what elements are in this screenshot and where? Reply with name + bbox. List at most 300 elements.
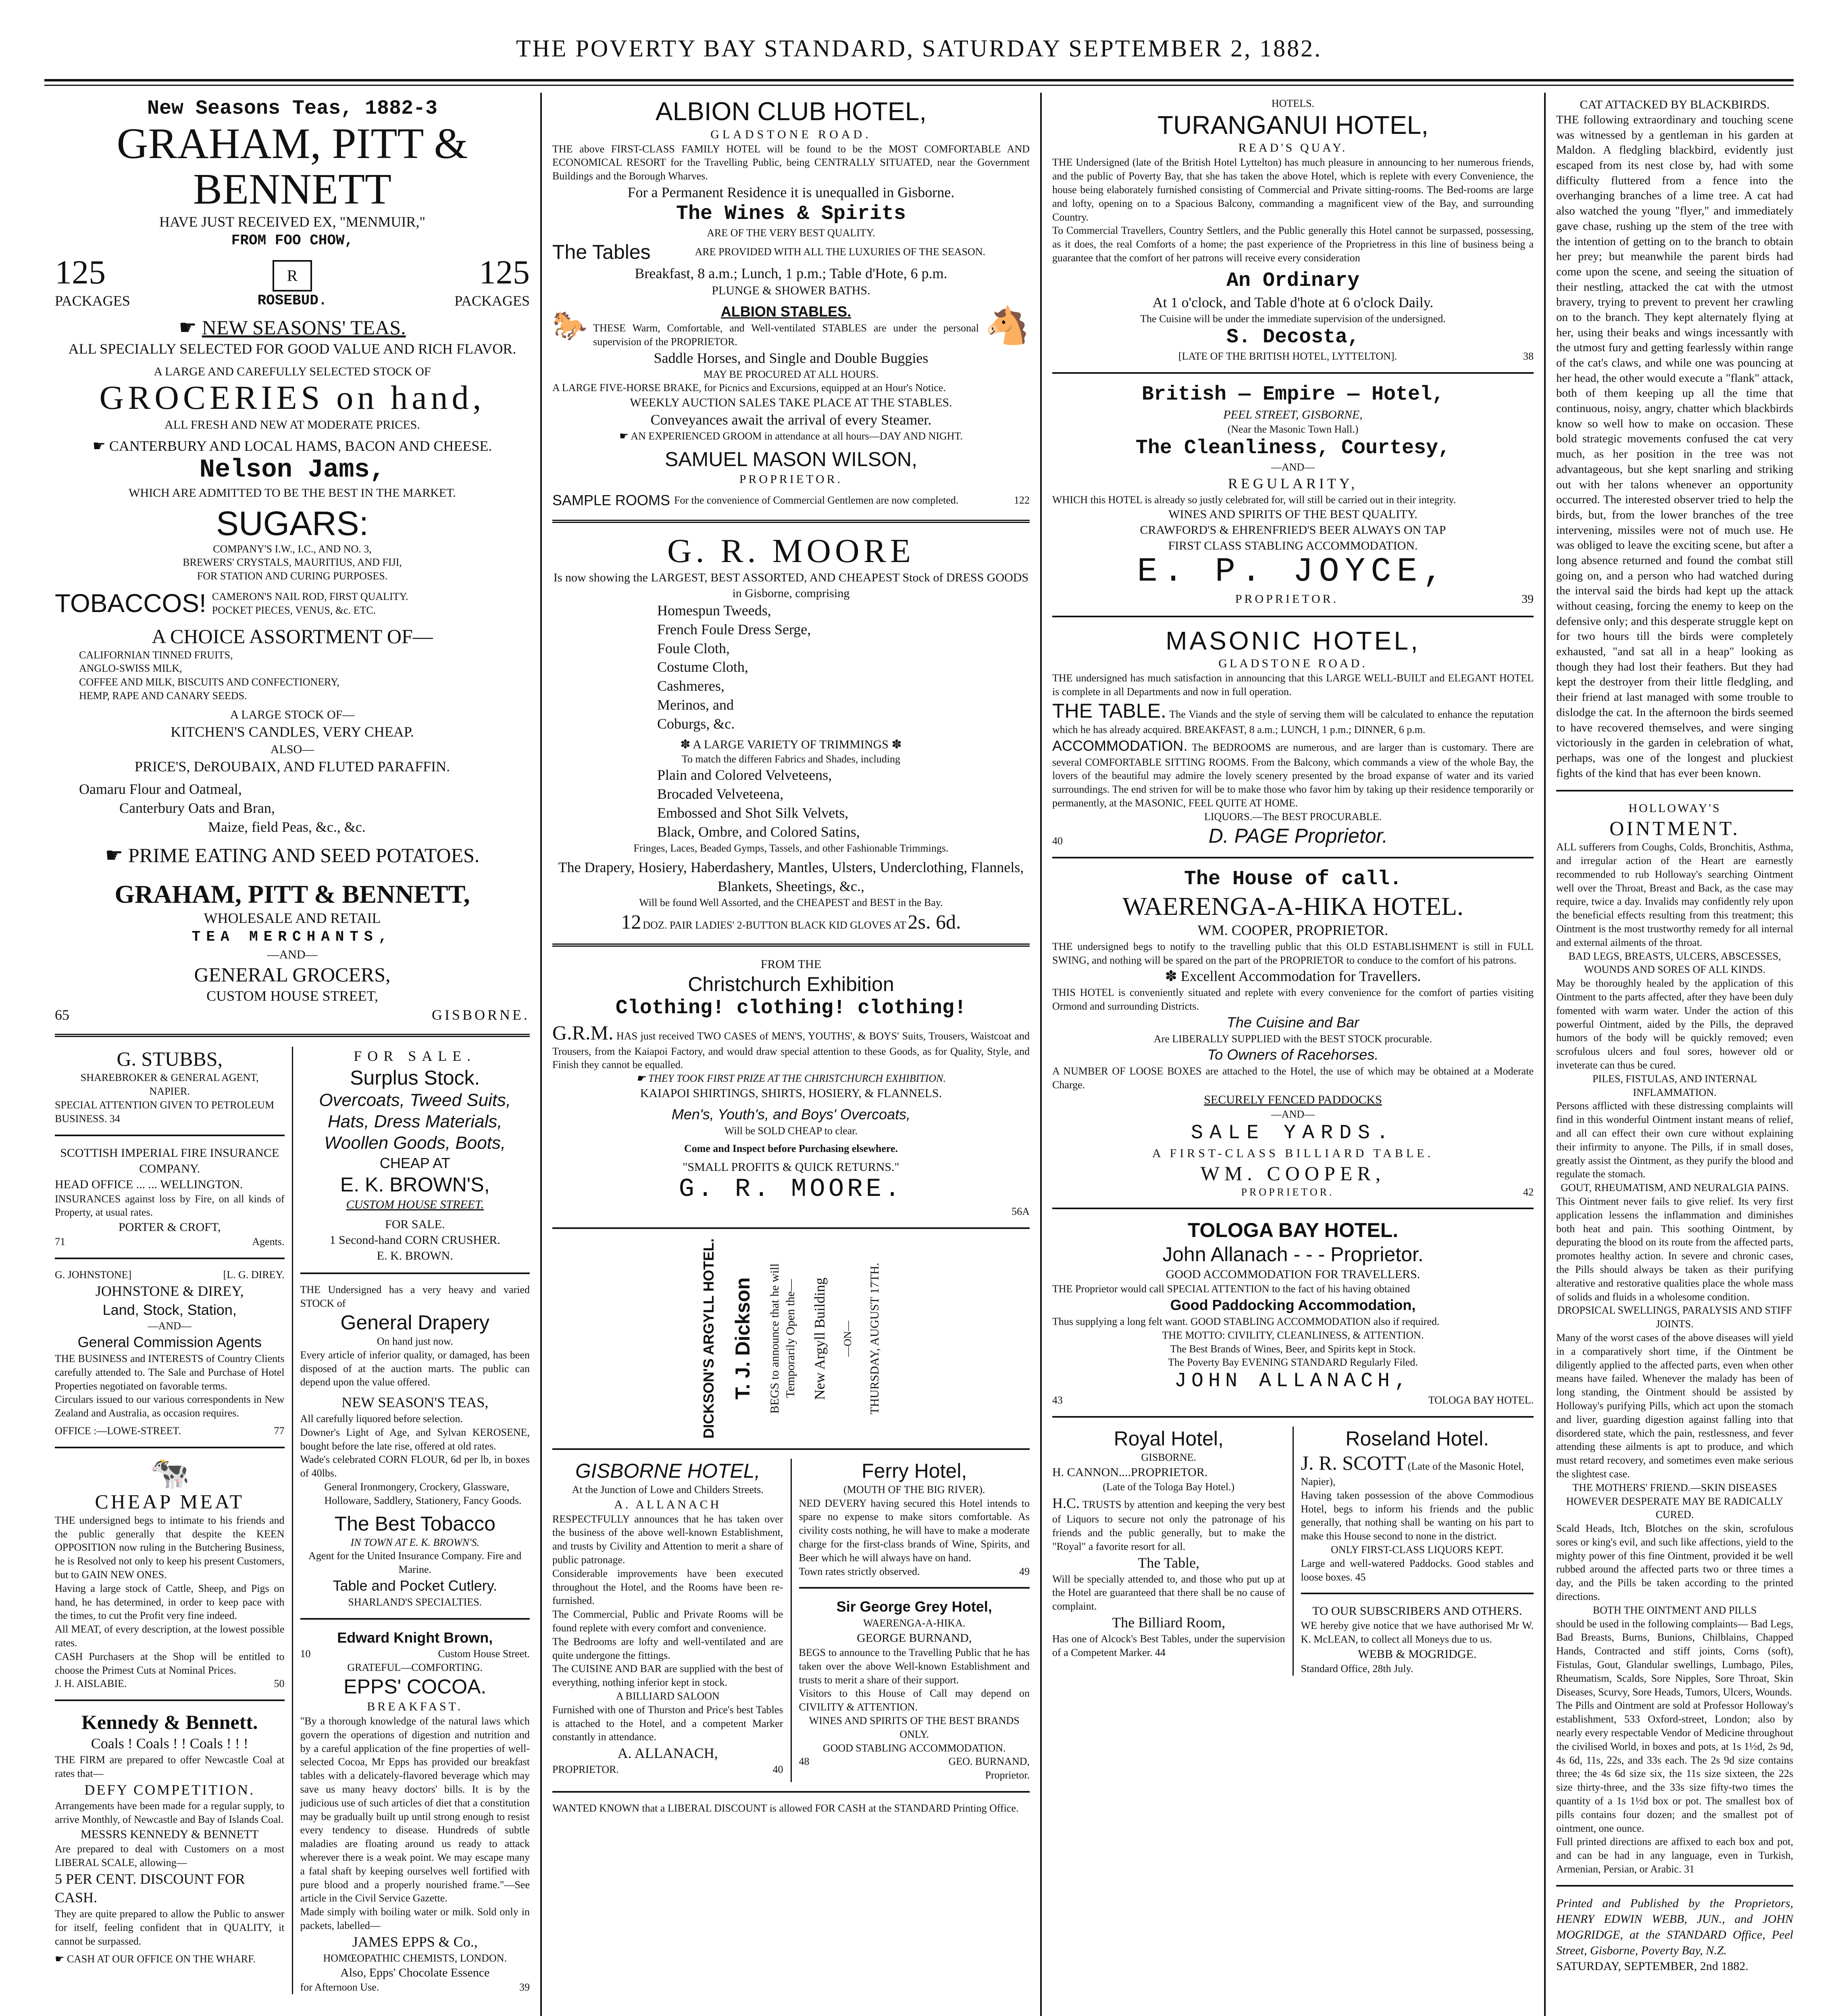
- british-sub: PEEL STREET, GISBORNE,: [1223, 408, 1363, 422]
- sugars-heading: SUGARS:: [216, 504, 369, 543]
- ointment-title: OINTMENT.: [1609, 817, 1740, 840]
- situated: THIS HOTEL is conveniently situated and replete with every convenience for the comfort of parties visiting Ormond and surrounding Districts.: [1052, 987, 1534, 1012]
- sugars-1: COMPANY'S I.W., I.C., AND NO. 3,: [213, 543, 372, 555]
- packages-right-label: PACKAGES: [454, 292, 530, 309]
- land-stock: Land, Stock, Station,: [102, 1301, 237, 1318]
- firm-name-2: GRAHAM, PITT & BENNETT,: [114, 879, 470, 908]
- grey-text: BEGS to announce to the Travelling Public that he has taken over the above Well-known Establishment and trusts to merit a share of their support.: [799, 1647, 1030, 1686]
- general-drapery: General Drapery: [340, 1311, 490, 1334]
- stubbs-2: NAPIER.: [149, 1085, 190, 1098]
- ferry-text: NED DEVERY having secured this Hotel intends to spare no expense to make sitors comfortable. As civility costs nothing, he will have to make a moderate charge for the first-class brands of Wine, Spirits, and Beer which he will always have on hand.: [799, 1497, 1030, 1564]
- potatoes-line: ☛ PRIME EATING AND SEED POTATOES.: [105, 843, 480, 866]
- from-line: FROM FOO CHOW,: [231, 232, 354, 249]
- grateful: GRATEFUL—COMFORTING.: [347, 1662, 483, 1674]
- best-tobacco: The Best Tobacco: [334, 1512, 495, 1535]
- column-1: [44, 93, 540, 2016]
- head-office: HEAD OFFICE ... ... WELLINGTON.: [55, 1177, 243, 1191]
- drapery: The Drapery, Hosiery, Haberdashery, Mantles, Ulsters, Underclothing, Flannels, Blankets, Sheetings, &c.,: [558, 859, 1024, 895]
- sugars-3: FOR STATION AND CURING PURPOSES.: [197, 570, 388, 582]
- choice-1: CALIFORNIAN TINNED FRUITS,: [79, 649, 233, 661]
- roseland-title: Roseland Hotel.: [1345, 1427, 1489, 1450]
- masthead-rule-thin: [44, 85, 1794, 86]
- scottish: SCOTTISH IMPERIAL FIRE INSURANCE COMPANY.: [60, 1146, 279, 1175]
- grey-row: 48 GEO. BURNAND,: [799, 1756, 1030, 1768]
- received-line: HAVE JUST RECEIVED EX, "MENMUIR,": [159, 213, 426, 230]
- cuisine-bar: The Cuisine and Bar: [1226, 1014, 1359, 1031]
- kaiapoi: KAIAPOI SHIRTINGS, SHIRTS, HOSIERY, & FLANNELS.: [640, 1087, 942, 1100]
- section-rule: [55, 1034, 530, 1037]
- motto: THE MOTTO: CIVILITY, CLEANLINESS, & ATTENTION.: [1162, 1329, 1424, 1341]
- new-teas: NEW SEASON'S TEAS,: [341, 1394, 489, 1411]
- british-title: British — Empire — Hotel,: [1141, 383, 1445, 406]
- horse-buggy-icon: 🐎: [552, 310, 588, 342]
- goods-list: Homespun Tweeds, French Foule Dress Serge, Foule Cloth, Costume Cloth, Cashmeres, Merinos, and Coburgs, &c.: [657, 602, 811, 732]
- pointing-hand-icon: ☛: [636, 1073, 648, 1085]
- drapery-2: Will be found Well Assorted, and the CHEAPEST and BEST in the Bay.: [639, 896, 943, 908]
- racehorses: To Owners of Racehorses.: [1207, 1046, 1379, 1063]
- teas-3: Wade's celebrated CORN FLOUR, 6d per lb, in boxes of 40lbs.: [300, 1454, 530, 1479]
- british-and: —AND—: [1271, 461, 1315, 473]
- piles-text: Persons afflicted with these distressing complaints will find in this wonderful Ointment instant means of relief, and all can effect their own cure without explaining their infirmity to anyone. The Pills, if in small doses, greatly assist the Ointment, as they purify the blood and regulate the stomach.: [1556, 1100, 1793, 1180]
- turanganui-title: TURANGANUI HOTEL,: [1157, 110, 1429, 140]
- cleanliness: The Cleanliness, Courtesy,: [1135, 436, 1451, 460]
- teas-2: Downer's Light of Age, and Sylvan KEROSENE, bought before the late rise, offered at old rates.: [300, 1426, 530, 1452]
- argyll-3: BEGS to announce that he will Temporarily Open the—: [768, 1263, 797, 1414]
- col1-lower: [55, 1047, 530, 1994]
- rosebud-mark-icon: R: [273, 260, 312, 292]
- rule: [552, 1448, 1030, 1450]
- royal-title: Royal Hotel,: [1114, 1427, 1224, 1450]
- filed: The Poverty Bay EVENING STANDARD Regularly Filed.: [1168, 1356, 1418, 1368]
- wanted: WANTED KNOWN that a LIBERAL DISCOUNT is allowed FOR CASH at the STANDARD Printing Office.: [552, 1802, 1019, 1814]
- choice-4: HEMP, RAPE AND CANARY SEEDS.: [79, 689, 247, 702]
- rule: [799, 1587, 1030, 1589]
- packages-labels: [55, 292, 530, 310]
- wholesale-line: WHOLESALE AND RETAIL: [204, 910, 381, 927]
- stables-text: THESE Warm, Comfortable, and Well-ventilated STABLES are under the personal supervision of the PROPRIETOR.: [593, 322, 979, 348]
- albion-sub: GLADSTONE ROAD.: [710, 127, 872, 141]
- excellent: ✽ Excellent Accommodation for Travellers.: [1165, 968, 1421, 985]
- for-sale-2: FOR SALE.: [385, 1218, 445, 1231]
- come: Come and Inspect before Purchasing elsewhere.: [684, 1142, 898, 1154]
- coals-text: THE FIRM are prepared to offer Newcastle Coal at rates that—: [55, 1754, 285, 1779]
- both-text: should be used in the following complaints— Bad Legs, Bad Breasts, Burns, Bunions, Chilblains, Chapped Hands, Contracted and stiff joints, Corns (soft), Fistulas, Gout, Glandular swellings, Lumbago, Piles, Rheumatism, Scalds, Sore Nipples, Sore Throat, Skin Diseases, Scurvy, Sore Heads, Tumors, Ulcers, Wounds.: [1556, 1618, 1793, 1698]
- circulars: Circulars issued to our various correspondents in New Zealand and Australia, as occasion requires.: [55, 1393, 285, 1419]
- rule: [552, 1791, 1030, 1793]
- mens-sub: Will be SOLD CHEAP to clear.: [724, 1125, 858, 1137]
- turanganui-sub: READ'S QUAY.: [1238, 141, 1348, 155]
- rule: [552, 1227, 1030, 1229]
- also-chocolate: Also, Epps' Chocolate Essence: [340, 1966, 490, 1980]
- masonic-sub: GLADSTONE ROAD.: [1218, 657, 1368, 671]
- joyce-row: PROPRIETOR. 39: [1235, 592, 1534, 606]
- burnand: GEORGE BURNAND,: [857, 1631, 972, 1645]
- general-grocers: GENERAL GROCERS,: [194, 963, 391, 986]
- prize: ☛ THEY TOOK FIRST PRIZE AT THE CHRISTCHURCH EXHIBITION.: [636, 1073, 946, 1085]
- albion-advert: [552, 97, 1030, 510]
- clothing: Clothing! clothing! clothing!: [615, 996, 967, 1020]
- ordinary-sub: At 1 o'clock, and Table d'hote at 6 o'clock Daily.: [1152, 294, 1434, 310]
- rule: [1556, 1885, 1793, 1887]
- rule: [55, 1447, 285, 1448]
- graham-pitt-advert: [55, 97, 530, 1024]
- and-line: —AND—: [267, 948, 318, 961]
- drapery-intro: THE Undersigned has a very heavy and varied STOCK of: [300, 1284, 530, 1310]
- billiard-room-text: Has one of Alcock's Best Tables, under the supervision of a Competent Marker. 44: [1052, 1633, 1285, 1658]
- rule: [1052, 1208, 1534, 1209]
- match: To match the differen Fabrics and Shades, including: [681, 753, 901, 765]
- teas-header: New Seasons Teas, 1882-3: [147, 97, 438, 120]
- rule: [55, 1135, 285, 1136]
- sugars-2: BREWERS' CRYSTALS, MAURITIUS, AND FIJI,: [183, 556, 402, 569]
- rule: [1052, 616, 1534, 617]
- choice-2: ANGLO-SWISS MILK,: [79, 662, 182, 675]
- bad-legs-text: May be thoroughly healed by the application of this Ointment to the parts affected, after they have been duly fomented with warm water. Under the action of this powerful Ointment, aided by the Pills, the depraved humors of the body will be quickly removed; even scrofulous ulcers and foul sores, however old or inveterate can thus be cured.: [1556, 977, 1793, 1071]
- rule: [1052, 1416, 1534, 1418]
- pointing-hand-icon: ☛: [55, 1953, 67, 1965]
- epps-co: JAMES EPPS & Co.,: [352, 1933, 478, 1950]
- argyll-1: DICKSON'S ARGYLL HOTEL.: [700, 1238, 717, 1439]
- mothers-text: Scald Heads, Itch, Blotches on the skin, scrofulous sores or king's evil, and such like affections, yield to the mighty power of this fine Ointment, provided it be well rubbed around the affected parts two or three times a day, and the Pills be taken according to the printed directions.: [1556, 1522, 1793, 1603]
- royal-sub: GISBORNE.: [1141, 1452, 1196, 1464]
- coals: Coals ! Coals ! ! Coals ! ! !: [91, 1735, 248, 1752]
- col2-lower: [552, 1459, 1030, 1782]
- billiard-room: The Billiard Room,: [1112, 1614, 1226, 1631]
- tables-sub: ARE PROVIDED WITH ALL THE LUXURIES OF THE SEASON.: [695, 246, 986, 258]
- argyll-6: THURSDAY, AUGUST 17TH.: [868, 1262, 882, 1414]
- col3-lower: [1052, 1427, 1534, 1676]
- argyll-5: —ON—: [842, 1320, 854, 1357]
- jd-firm: JOHNSTONE & DIREY,: [95, 1283, 244, 1299]
- paddocking: Good Paddocking Accommodation,: [1170, 1297, 1416, 1314]
- trimmings: ✽ A LARGE VARIETY OF TRIMMINGS ✽: [680, 737, 902, 751]
- grey-wines: WINES AND SPIRITS OF THE BEST BRANDS ONLY.: [809, 1715, 1020, 1740]
- saleyards: SALE YARDS.: [1191, 1121, 1395, 1145]
- cat-text: THE following extraordinary and touching scene was witnessed by a gentleman in his garden at Maldon. A fledgling blackbird, evidently just escaped from its nest close by, had with some difficulty fluttered from a fence into the overhanging branches of a lime tree. A cat had also watched the young "flyer," and immediately gave chase, rushing up the stem of the tree with the intention of getting on to the branch to obtain her prey; but meanwhile the parent birds had come upon the scene, and seeing the situation of their nestling, attacked the cat with the utmost bravery, trying to prevent to prevent her crawling on to the branch. They kept alternately flying at her, using their beaks and wings incessantly with the utmost fury and getting fearlessly within range of the cat's claws, and while one was pouncing at her head, the other would execute a "flank" attack, both of them keeping up all the time that continuous, noisy, angry, chatter which blackbirds know so well how to make on occasion. These bold strategic movements confused the cat very much, as her position in the tree was not advantageous, but she kept snarling and striking out with her talons whenever an opportunity occurred. The interested observer tried to help the birds, but, from the lower branches of the tree intervening, missiles were not of much use. He was obliged to leave the exciting scene, but after a long absence returned and found the combat still going on, and a person who had watched during the interval said the birds had kept up the attack without ceasing, forcing the enemy to keep on the defensive only; and this desperate struggle kept on for two hours till the birds were completely exhausted, "and sat all in a heap" looking as though they had lost their feathers. But they had kept the destroyer from their little fledgling, and their friend at last managed with some trouble to dislodge the cat. In the afternoon the birds seemed to have recovered themselves, and were singing victoriously in the garden in celebration of what, perhaps, was one of the longest and pluckiest fights of the kind that has ever been known.: [1556, 113, 1793, 780]
- cuisine: The CUISINE AND BAR are supplied with the best of everything, nothing inferior kept in stock.: [552, 1663, 783, 1689]
- holloway: HOLLOWAY'S: [1628, 802, 1721, 815]
- liquors: LIQUORS.—The BEST PROCURABLE.: [1204, 810, 1382, 823]
- packages-row: [55, 254, 530, 291]
- gloves-row: 12 DOZ. PAIR LADIES' 2-BUTTON BLACK KID GLOVES AT 2s. 6d.: [621, 910, 961, 933]
- the-table: The Table,: [1138, 1554, 1200, 1571]
- british-stabling: FIRST CLASS STABLING ACCOMMODATION.: [1168, 539, 1418, 553]
- hc-para: H.C. TRUSTS by attention and keeping the very best of Liquors to secure not only the patronage of his friends and the public generally, but to make the "Royal" a favorite resort for all.: [1052, 1495, 1285, 1553]
- moore-text: Is now showing the LARGEST, BEST ASSORTED, AND CHEAPEST Stock of DRESS GOODS in Gisborne, comprising: [553, 571, 1029, 600]
- masonic-text: THE undersigned has much satisfaction in announcing that this LARGE WELL-BUILT and ELEGANT HOTEL is complete in all Departments and now in full operation.: [1052, 672, 1534, 698]
- jr-text: Having taken possession of the above Commodious Hotel, begs to inform his friends and the public generally, that nothing shall be wanting on his part to make this House second to none in the district.: [1301, 1489, 1534, 1542]
- gisborne-text-3: The Commercial, Public and Private Rooms will be found replete with every comfort and convenience.: [552, 1608, 783, 1634]
- piles: PILES, FISTULAS, AND INTERNAL INFLAMMATION.: [1592, 1073, 1757, 1098]
- meat-text-3: All MEAT, of every description, at the lowest possible rates.: [55, 1623, 285, 1649]
- cooper-2: WM. COOPER,: [1200, 1162, 1386, 1185]
- new-teas-line: ☛ NEW SEASONS' TEAS.: [179, 316, 406, 339]
- joyce: E. P. JOYCE,: [1137, 553, 1449, 591]
- gisborne-text-2: Considerable improvements have been executed throughout the Hotel, and the Rooms have been re-furnished.: [552, 1567, 783, 1607]
- grey-text-2: Visitors to this House of Call may depend on CIVILITY & ATTENTION.: [799, 1687, 1030, 1713]
- tobaccos-row: [55, 589, 530, 619]
- col1-lower-left: [55, 1047, 285, 1994]
- ferry-sub: (MOUTH OF THE BIG RIVER).: [843, 1483, 985, 1495]
- aislabie-row: J. H. AISLABIE. 50: [55, 1678, 285, 1690]
- tur-text: THE Undersigned (late of the British Hotel Lyttelton) has much pleasure in announcing to her numerous friends, and the public of Poverty Bay, that she has taken the above Hotel, which is replete with every Convenience, the house being elaborately furnished consisting of Commercial and Private sitting-rooms. The Bed-rooms are large and lofty, opening on to a Spacious Balcony, commanding a magnificent view of the Bay, and surrounding Country.: [1052, 156, 1534, 223]
- regularity: REGULARITY,: [1228, 475, 1358, 492]
- argyll-advert: [552, 1238, 1030, 1439]
- grey-stabling: GOOD STABLING ACCOMMODATION.: [822, 1742, 1006, 1754]
- grm-text: G.R.M. HAS just received TWO CASES of MEN'S, YOUTHS', & BOYS' Suits, Trousers, Waistcoat and Trousers, from the Kaiapoi Factory, and would draw special attention to these Goods, as for Quality, Style, and Finish they cannot be equalled.: [552, 1021, 1030, 1071]
- fringes: Fringes, Laces, Beaded Gymps, Tassels, and other Fashionable Trimmings.: [633, 842, 949, 854]
- quality: They are quite prepared to allow the Public to answer for itself, feeling confident that in QUALITY, it cannot be surpassed.: [55, 1908, 285, 1947]
- meat-text-2: Having a large stock of Cattle, Sheep, and Pigs on hand, he has determined, in order to keep pace with the times, to cut the Profit very fine indeed.: [55, 1582, 285, 1622]
- grey-sub: WAERENGA-A-HIKA.: [863, 1617, 966, 1629]
- mothers: THE MOTHERS' FRIEND.—SKIN DISEASES HOWEVER DESPERATE MAY BE RADICALLY CURED.: [1566, 1481, 1784, 1521]
- crawford: CRAWFORD'S & EHRENFRIED'S BEER ALWAYS ON TAP: [1140, 523, 1446, 537]
- cooper-2-row: PROPRIETOR. 42: [1241, 1186, 1534, 1198]
- argyll-2: T. J. Dickson: [731, 1277, 754, 1400]
- john-2-row: 43 TOLOGA BAY HOTEL.: [1052, 1394, 1534, 1406]
- house-call: The House of call.: [1184, 867, 1402, 891]
- pointing-hand-icon: ☛: [92, 437, 109, 454]
- directions: Full printed directions are affixed to each box and pot, and can be had in any language, even in Turkish, Armenian, Persian, or Arabic. 31: [1556, 1836, 1793, 1875]
- nelson-jams: Nelson Jams,: [199, 455, 385, 485]
- allanach: A. ALLANACH: [614, 1497, 722, 1511]
- liquors-2: ONLY FIRST-CLASS LIQUORS KEPT.: [1331, 1544, 1504, 1556]
- groceries-heading: GROCERIES on hand,: [99, 379, 485, 417]
- moore-advert: [552, 533, 1030, 934]
- rule: [300, 1272, 530, 1274]
- and-2: —AND—: [1271, 1108, 1315, 1120]
- sold-text: The Pills and Ointment are sold at Professor Holloway's establishment, 533 Oxford-street, London; also by nearly every respectable Vendor of Medicine throughout the civilised World, in boxes and pots, at 1s 1½d, 2s 9d, 4s 6d, 11s, 22s, and 33s each. The 2s 9d size contains three; the 4s 6d size six, the 11s size sixteen, the 22s size thirty-three, and the 33s size fifty-two times the quantity of a 1s 1½d box or pot. The smallest box of pills contains four dozen; and the smallest pot of ointment, one ounce.: [1556, 1699, 1793, 1834]
- rule: [1052, 857, 1534, 858]
- cooper: WM. COOPER, PROPRIETOR.: [1197, 922, 1388, 939]
- billiard-table: A FIRST-CLASS BILLIARD TABLE.: [1152, 1146, 1434, 1160]
- business: THE BUSINESS and INTERESTS of Country Clients carefully attended to. The Sale and Purchase of Hotel Properties negotiated on favorable terms.: [55, 1353, 285, 1392]
- john-proprietor: John Allanach - - - Proprietor.: [1162, 1243, 1424, 1266]
- paddocks: SECURELY FENCED PADDOCKS: [1204, 1093, 1382, 1106]
- good-acc: GOOD ACCOMMODATION FOR TRAVELLERS.: [1166, 1268, 1420, 1281]
- albion-text: THE above FIRST-CLASS FAMILY HOTEL will be found to be the MOST COMFORTABLE AND ECONOMICAL RESORT for the Travelling Public, being CENTRALLY SITUATED, near the Government Buildings and the Borough Wharves.: [552, 143, 1030, 182]
- dropsical-text: Many of the worst cases of the above diseases will yield in a comparatively short time, if the Ointment be diligently applied to the affected parts, even when other means have failed. Whenever the malady has been of long standing, the Ointment should be assisted by Holloway's purifying Pills, which act upon the stomach and liver, guarding digestion against falling into that disordered state, which the pain, restlessness, and fever attending these ailments is apt to produce, and which must retard recovery, and sometimes even make serious the slightest case.: [1556, 1331, 1793, 1480]
- rule: [55, 1699, 285, 1701]
- cash: ☛ CASH AT OUR OFFICE ON THE WHARF.: [55, 1953, 256, 1965]
- imprint-date: SATURDAY, SEPTEMBER, 2nd 1882.: [1556, 1959, 1748, 1973]
- dropsical: DROPSICAL SWELLINGS, PARALYSIS AND STIFF JOINTS.: [1557, 1304, 1792, 1330]
- ek-brown: E. K. BROWN'S,: [340, 1173, 490, 1196]
- defy: DEFY COMPETITION.: [84, 1781, 255, 1798]
- from-the: FROM THE: [760, 957, 822, 971]
- pointing-hand-icon: ☛: [105, 843, 128, 866]
- brands: The Best Brands of Wines, Beer, and Spirits kept in Stock.: [1170, 1343, 1416, 1355]
- goods-list-2: Plain and Colored Velveteens, Brocaded Velveteena, Embossed and Shot Silk Velvets, Black, Ombre, and Colored Satins,: [657, 767, 860, 840]
- porter-row: 71 Agents.: [55, 1236, 285, 1248]
- table2-text: Will be specially attended to, and those who put up at the Hotel are guaranteed that there shall be no cause of complaint.: [1052, 1573, 1285, 1612]
- ferry-row: Town rates strictly observed. 49: [799, 1565, 1030, 1577]
- british-sub-2: (Near the Masonic Town Hall.): [1227, 423, 1359, 435]
- hams-line: ☛ CANTERBURY AND LOCAL HAMS, BACON AND CHEESE.: [92, 437, 492, 454]
- page-row: 40 D. PAGE Proprietor.: [1052, 824, 1388, 847]
- column-2: [542, 93, 1040, 2016]
- stables-title: ALBION STABLES.: [720, 303, 851, 320]
- pointing-hand-icon: ☛: [619, 430, 631, 442]
- special: THE Proprietor would call SPECIAL ATTENTION to the fact of his having obtained: [1052, 1283, 1410, 1295]
- epps-cocoa: EPPS' COCOA.: [343, 1675, 487, 1698]
- gout: GOUT, RHEUMATISM, AND NEURALGIA PAINS.: [1561, 1182, 1789, 1194]
- cannon: H. CANNON....PROPRIETOR.: [1052, 1465, 1208, 1479]
- teas-1: All carefully liquored before selection.: [300, 1413, 463, 1425]
- messrs: MESSRS KENNEDY & BENNETT: [81, 1827, 259, 1841]
- saddle-sub: MAY BE PROCURED AT ALL HOURS.: [703, 368, 879, 380]
- rule: [55, 1258, 285, 1259]
- cuisine-note: The Cuisine will be under the immediate supervision of the undersigned.: [1140, 312, 1446, 325]
- meal-times: Breakfast, 8 a.m.; Lunch, 1 p.m.; Table d'Hote, 6 p.m.: [635, 265, 947, 281]
- also-row: for Afternoon Use. 39: [300, 1981, 530, 1993]
- brand-name: ROSEBUD.: [257, 292, 327, 309]
- custom-street: CUSTOM HOUSE STREET.: [346, 1198, 484, 1212]
- auction: WEEKLY AUCTION SALES TAKE PLACE AT THE STABLES.: [630, 396, 952, 410]
- drapery-2: Every article of inferior quality, or damaged, has been disposed of at the auction marts. The public can depend upon the value offered.: [300, 1349, 530, 1388]
- teas-4: General Ironmongery, Crockery, Glassware, Holloware, Saddlery, Stationery, Fancy Goods.: [324, 1481, 522, 1506]
- edward: Edward Knight Brown,: [337, 1629, 493, 1646]
- ordinary: An Ordinary: [1226, 269, 1360, 292]
- porter: PORTER & CROFT,: [118, 1220, 221, 1234]
- decosta-row: [LATE OF THE BRITISH HOTEL, LYTTELTON]. 38: [1178, 350, 1534, 362]
- coals-text-2: Arrangements have been made for a regular supply, to arrive Monthly, of Newcastle and Bay of Islands Coal.: [55, 1800, 285, 1826]
- gisborne-hotel-advert: [552, 1459, 783, 1782]
- royal-advert: [1052, 1427, 1285, 1676]
- tobacco-1: IN TOWN AT E. K. BROWN'S.: [350, 1536, 480, 1548]
- webb: WEBB & MOGRIDGE.: [1358, 1647, 1477, 1661]
- which: WHICH this HOTEL is already so justly celebrated for, will still be carried out in their integrity.: [1052, 494, 1456, 506]
- moore-title: G. R. MOORE: [667, 532, 915, 570]
- office-row: OFFICE :—LOWE-STREET. 77: [55, 1425, 285, 1437]
- oats-3: Maize, field Peas, &c., &c.: [208, 818, 366, 835]
- section-rule: [552, 520, 1030, 523]
- subscribers-text: WE hereby give notice that we have authorised Mr W. K. McLEAN, to collect all Moneys due to us.: [1301, 1620, 1534, 1645]
- waerenga-title: WAERENGA-A-HIKA HOTEL.: [1122, 891, 1464, 921]
- masthead: THE POVERTY BAY STANDARD, SATURDAY SEPTEMBER 2, 1882.: [516, 35, 1322, 62]
- billiard: A BILLIARD SALOON: [616, 1690, 720, 1702]
- ferry-grey-adverts: [791, 1459, 1030, 1782]
- rule: [300, 1618, 530, 1620]
- cannon-sub: (Late of the Tologa Bay Hotel.): [1103, 1481, 1235, 1493]
- sample-num: 122: [1014, 494, 1030, 506]
- meat-text: THE undersigned begs to intimate to his friends and the public generally that despite the KEEN OPPOSITION now ruling in the Butchering Business, he is Resolved not only to keep his present Customers, but to GAIN NEW ONES.: [55, 1514, 285, 1581]
- ek-brown-2: E. K. BROWN.: [377, 1249, 453, 1263]
- john-2: JOHN ALLANACH,: [1174, 1370, 1412, 1393]
- tobaccos-list: CAMERON'S NAIL ROD, FIRST QUALITY. POCKET PIECES, VENUS, &c. ETC.: [212, 590, 408, 616]
- stubbs-3: SPECIAL ATTENTION GIVEN TO PETROLEUM BUSINESS. 34: [55, 1099, 275, 1125]
- tables-row: [552, 240, 1030, 264]
- jd-names: G. JOHNSTONE] [L. G. DIREY.: [55, 1269, 285, 1281]
- sample-row: [552, 491, 1030, 510]
- packages-left-label: PACKAGES: [55, 292, 130, 309]
- stables-block: [552, 302, 1030, 348]
- also: ALSO—: [270, 742, 314, 756]
- gout-text: This Ointment never fails to give relief. Its very first application lessens the inflammation and diminishes both heat and pain. This soothing Ointment, by depurating the blood on its route from the affected parts, promotes healthy action. In severe and chronic cases, the Pills should always be taken as their purifying alterative and restorative qualities place the whole mass of solids and fluids in a wholesome condition.: [1556, 1195, 1793, 1303]
- cheap-meat: CHEAP MEAT: [95, 1490, 245, 1513]
- cheap-at: CHEAP AT: [379, 1154, 450, 1171]
- bad-legs: BAD LEGS, BREASTS, ULCERS, ABSCESSES, WOUNDS AND SORES OF ALL KINDS.: [1568, 950, 1781, 976]
- discount: 5 PER CENT. DISCOUNT FOR CASH.: [55, 1870, 245, 1906]
- small-profits: "SMALL PROFITS & QUICK RETURNS.": [683, 1160, 899, 1174]
- overcoats: Overcoats, Tweed Suits, Hats, Dress Materials, Woollen Goods, Boots,: [319, 1090, 511, 1153]
- rule: [1556, 790, 1793, 791]
- masthead-rule: [44, 79, 1794, 81]
- mens: Men's, Youth's, and Boys' Overcoats,: [671, 1106, 911, 1123]
- epps-2: Made simply with boiling water or milk. Sold only in packets, labelled—: [300, 1906, 530, 1931]
- roseland-advert: [1293, 1427, 1534, 1676]
- allanach-2: A. ALLANACH,: [617, 1745, 718, 1762]
- tologa-title: TOLOGA BAY HOTEL.: [1187, 1219, 1399, 1242]
- meat-text-4: CASH Purchasers at the Shop will be entitled to choose the Primest Cuts at Nominal Prices.: [55, 1650, 285, 1676]
- column-3: [1042, 93, 1544, 2016]
- large-stock-line: A LARGE AND CAREFULLY SELECTED STOCK OF: [154, 365, 431, 379]
- groom: ☛ AN EXPERIENCED GROOM in attendance at all hours—DAY AND NIGHT.: [619, 430, 963, 442]
- masonic-title: MASONIC HOTEL,: [1166, 626, 1420, 655]
- paraffin: PRICE'S, DeROUBAIX, AND FLUTED PARAFFIN.: [134, 758, 450, 775]
- brake: A LARGE FIVE-HORSE BRAKE, for Picnics and Excursions, equipped at an Hour's Notice.: [552, 382, 946, 394]
- for-sale: FOR SALE.: [354, 1048, 477, 1064]
- oats-2: Canterbury Oats and Bran,: [119, 800, 275, 816]
- gisborne-text-4: The Bedrooms are lofty and well-ventilated and are quite undergone the fittings.: [552, 1635, 783, 1661]
- stubbs-name: G. STUBBS,: [117, 1048, 223, 1070]
- jr-row: J. R. SCOTT (Late of the Masonic Hotel, Napier),: [1301, 1452, 1524, 1488]
- pkg-right: 125: [479, 254, 530, 292]
- allanach-row: PROPRIETOR. 40: [552, 1764, 783, 1775]
- col1-lower-right: [292, 1047, 530, 1994]
- argyll-4: New Argyll Building: [811, 1277, 828, 1400]
- tea-merchants: TEA MERCHANTS,: [192, 929, 393, 946]
- cutlery: Table and Pocket Cutlery.: [333, 1577, 497, 1594]
- insurances: INSURANCES against loss by Fire, on all kinds of Property, at usual rates.: [55, 1193, 285, 1218]
- printed: Printed and Published by the Proprietors, HENRY EDWIN WEBB, JUN., and JOHN MOGRIDGE, at the STANDARD Office, Peel Street, Gisborne, Poverty Bay, N.Z.: [1556, 1896, 1793, 1957]
- subscribers: TO OUR SUBSCRIBERS AND OTHERS.: [1312, 1604, 1522, 1618]
- horse-icon: 🐴: [984, 306, 1030, 346]
- paddocks-2: Large and well-watered Paddocks. Good stables and loose boxes. 45: [1301, 1557, 1534, 1583]
- billiard-text: Furnished with one of Thurston and Price's best Tables is attached to the Hotel, and a competent Marker constantly in attendance.: [552, 1704, 783, 1743]
- table-para: THE TABLE. The Viands and the style of serving them will be calculated to enhance the reputation which he has already acquired. BREAKFAST, 8 a.m.; LUNCH, 1 p.m.; DINNER, 6 p.m.: [1052, 699, 1534, 735]
- permanent: For a Permanent Residence it is unequalled in Gisborne.: [627, 184, 955, 200]
- tobacco-2: Agent for the United Insurance Company. Fire and Marine.: [308, 1550, 522, 1576]
- pointing-hand-icon: ☛: [179, 316, 202, 339]
- oats-1: Oamaru Flour and Oatmeal,: [79, 781, 242, 798]
- cat-title: CAT ATTACKED BY BLACKBIRDS.: [1580, 98, 1770, 111]
- column-4: [1546, 93, 1804, 2016]
- decosta: S. Decosta,: [1226, 326, 1360, 349]
- breakfast: BREAKFAST.: [367, 1699, 463, 1713]
- wines: The Wines & Spirits: [676, 202, 906, 225]
- sample-rooms: SAMPLE ROOMS: [552, 492, 670, 508]
- gisborne-sub: At the Junction of Lowe and Childers Streets.: [572, 1483, 764, 1495]
- kennedy: Kennedy & Bennett.: [81, 1711, 258, 1734]
- jd-and: —AND—: [148, 1320, 192, 1332]
- both: BOTH THE OINTMENT AND PILLS: [1592, 1604, 1757, 1616]
- custom-street: CUSTOM HOUSE STREET,: [206, 987, 378, 1004]
- tur-text-2: To Commercial Travellers, Country Settlers, and the Public generally this Hotel cannot be surpassed, possessing, as it does, the real Comforts of a home; the past experience of the Proprietress in this line of business being a guarantee that the comfort of her patrons will receive every consideration: [1052, 225, 1534, 264]
- advert-number: 65: [55, 1006, 69, 1023]
- rule: [1052, 372, 1534, 374]
- sharland: SHARLAND'S SPECIALTIES.: [348, 1596, 482, 1608]
- burnand-sub: Proprietor.: [985, 1769, 1030, 1781]
- firm-name: GRAHAM, PITT & BENNETT: [117, 120, 468, 214]
- thus: Thus supplying a long felt want. GOOD STABLING ACCOMMODATION also if required.: [1052, 1316, 1440, 1328]
- ferry-title: Ferry Hotel,: [862, 1459, 967, 1482]
- selected-line: ALL SPECIALLY SELECTED FOR GOOD VALUE AND RICH FLAVOR.: [68, 340, 516, 357]
- gisborne-text: RESPECTFULLY announces that he has taken over the business of the above well-known Establishment, and trusts by Civility and Attention to merit a share of public patronage.: [552, 1513, 783, 1566]
- rule: [1301, 1593, 1534, 1594]
- section-rule: [552, 943, 1030, 947]
- proprietor: PROPRIETOR.: [739, 472, 843, 486]
